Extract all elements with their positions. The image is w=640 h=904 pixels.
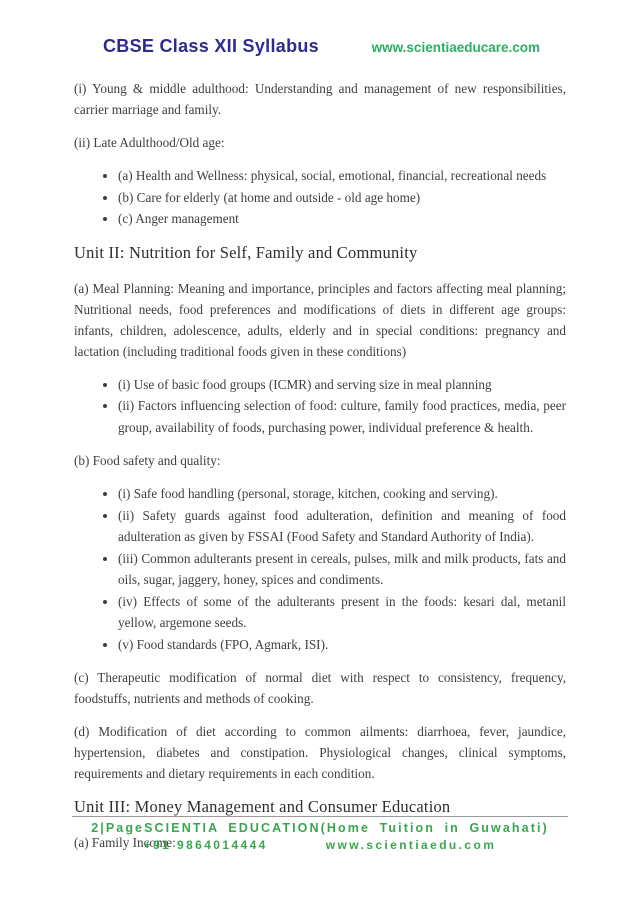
section-heading-unit-3: Unit III: Money Management and Consumer Education [74, 797, 451, 816]
para-food-safety: (b) Food safety and quality: [74, 453, 221, 468]
para-therapeutic: (c) Therapeutic modification of normal diet with respect to consistency, frequency, foodstuffs, nutrients and methods of cooking. [74, 670, 566, 706]
page-title: CBSE Class XII Syllabus [103, 36, 319, 56]
list-item: • (c) Anger management [118, 208, 566, 230]
list-item: • (ii) Safety guards against food adulteration, definition and meaning of food adulteration as given by FSSAI (Food Safety and Standard Authority of India). [118, 505, 566, 548]
list-item: • (b) Care for elderly (at home and outside - old age home) [118, 187, 566, 209]
meal-planning-bullet-list [74, 374, 566, 439]
para-late-adulthood: (ii) Late Adulthood/Old age: [74, 135, 225, 150]
list-item: • (v) Food standards (FPO, Agmark, ISI). [118, 634, 566, 656]
late-adulthood-bullet-list [74, 165, 566, 230]
para-young-adulthood: (i) Young & middle adulthood: Understanding and management of new responsibilities, carrier marriage and family. [74, 81, 566, 117]
header-website-link[interactable]: www.scientiaeducare.com [371, 40, 540, 55]
list-item: • (iv) Effects of some of the adulterants present in the foods: kesari dal, metanil yellow, argemone seeds. [118, 591, 566, 634]
page-header [103, 36, 540, 57]
list-item: • (ii) Factors influencing selection of food: culture, family food practices, media, peer group, availability of foods, purchasing power, individual preference & health. [118, 395, 566, 438]
list-item: • (iii) Common adulterants present in cereals, pulses, milk and milk products, fats and oils, sugar, jaggery, honey, spices and condiments. [118, 548, 566, 591]
para-meal-planning: (a) Meal Planning: Meaning and importance, principles and factors affecting meal planning; Nutritional needs, food preferences and modifications of diets in different age groups: infants, children, adolescence, adults, elderly and in special conditions: pregnancy and lactation (including traditional foods given in these conditions) [74, 280, 566, 359]
para-family-income: (a) Family Income: [74, 835, 176, 850]
footer-contact-row [72, 838, 568, 852]
list-item: • (i) Safe food handling (personal, storage, kitchen, cooking and serving). [118, 483, 566, 505]
list-item: • (a) Health and Wellness: physical, social, emotional, financial, recreational needs [118, 165, 566, 187]
section-heading-unit-2: Unit II: Nutrition for Self, Family and Community [74, 242, 418, 262]
footer-phone: +91 9864014444 [143, 838, 268, 852]
footer-website-link[interactable]: www.scientiaedu.com [325, 838, 497, 852]
para-modification: (d) Modification of diet according to common ailments: diarrhoea, fever, jaundice, hypertension, diabetes and constipation. Physiological changes, clinical symptoms, requirements and dietary requirements in each condition. [74, 724, 566, 781]
food-safety-bullet-list [74, 483, 566, 655]
footer-page-banner: 2|PageSCIENTIA EDUCATION(Home Tuition in Guwahati) [91, 821, 549, 835]
list-item: • (i) Use of basic food groups (ICMR) and serving size in meal planning [118, 374, 566, 396]
page-footer [72, 816, 568, 852]
